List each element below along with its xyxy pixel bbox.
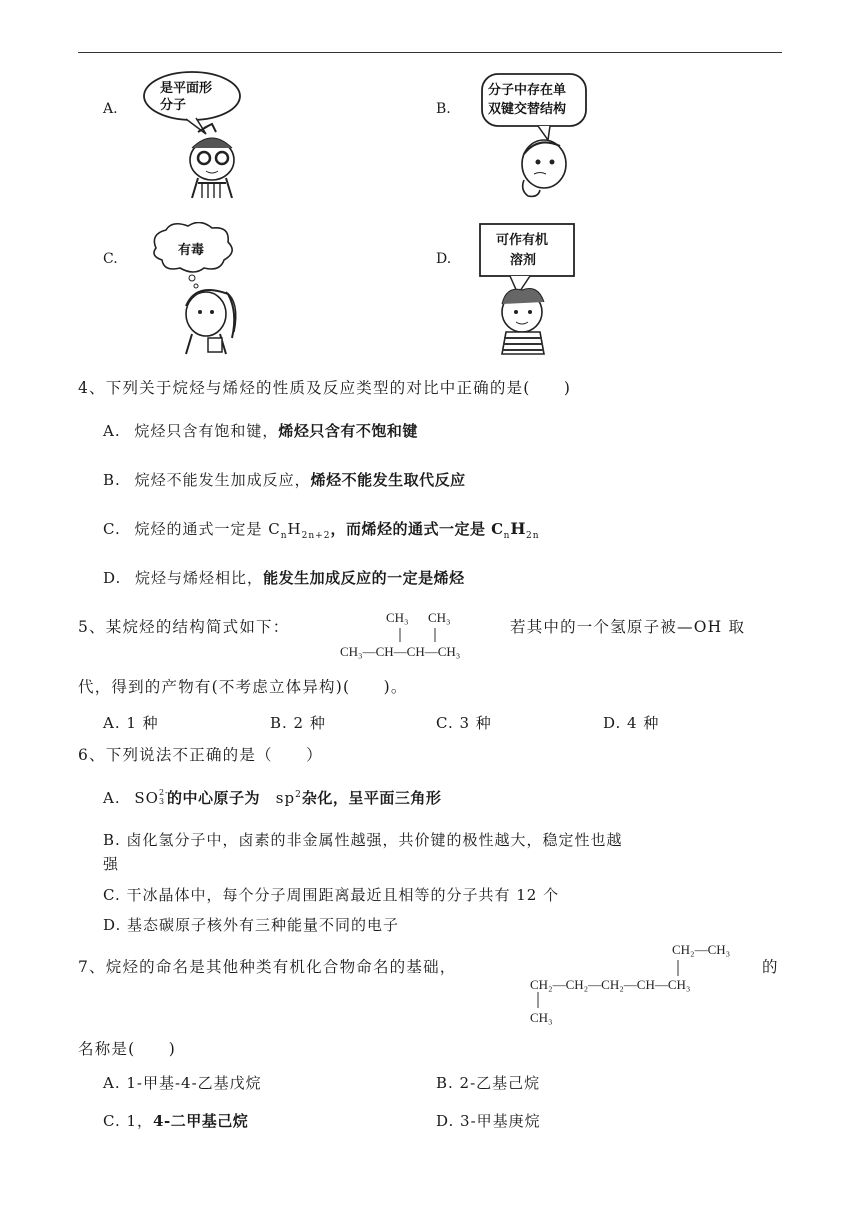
q7-stem: 7、烷烃的命名是其他种类有机化合物命名的基础， — [78, 958, 457, 976]
q4-c-letter: C. — [103, 520, 121, 538]
option-b-letter: B. — [436, 101, 451, 117]
q6-option-c: C. 干冰晶体中，每个分子周围距离最近且相等的分子共有 12 个 — [103, 886, 560, 904]
cartoon-d-text-2: 溶剂 — [510, 253, 537, 268]
option-c-letter: C. — [103, 251, 118, 267]
q4-option-b — [103, 469, 466, 490]
q4-stem: 4、下列关于烷烃与烯烃的性质及反应类型的对比中正确的是( ) — [78, 379, 572, 397]
q4-b-part1: 烷烃不能发生加成反应， — [134, 471, 311, 489]
header-rule — [78, 52, 782, 53]
cartoon-b-text-1: 分子中存在单 — [488, 83, 567, 98]
q4-b-part2: 烯烃不能发生取代反应 — [310, 471, 466, 489]
q7-stem-line2: 名称是( ) — [78, 1040, 176, 1058]
q5-stem-line2: 代，得到的产物有(不考虑立体异构)( )。 — [78, 678, 408, 696]
q6-stem: 6、下列说法不正确的是（ ） — [78, 746, 323, 764]
q6-option-b-line2: 强 — [103, 855, 120, 873]
q7-stem-suffix: 的 — [762, 958, 779, 976]
q4-c-part1: 烷烃的通式一定是 C — [134, 520, 281, 538]
option-a-letter: A. — [103, 101, 118, 117]
q4-d-part1: 烷烃与烯烃相比， — [135, 569, 264, 587]
q6-option-b-line1: B. 卤化氢分子中，卤素的非金属性越强，共价键的极性越大，稳定性也越 — [103, 831, 623, 849]
q6-option-a: A. SO 2- 3 的中心原子为 $sp^2$杂化，呈平面三角形 — [103, 788, 442, 807]
q7-option-a: A. 1-甲基-4-乙基戊烷 — [103, 1074, 262, 1092]
option-d-letter: D. — [436, 251, 452, 267]
q4-a-letter: A. — [103, 422, 121, 440]
q4-a-part2: 烯烃只含有不饱和键 — [278, 422, 418, 440]
q5-formula-main: CH₃—CH—CH—CH₃ — [340, 644, 461, 659]
cartoon-a-text-2: 分子 — [160, 98, 187, 113]
cartoon-c-text-1: 有毒 — [178, 243, 205, 258]
q4-option-d — [103, 567, 465, 588]
cartoon-b-text-2: 双键交替结构 — [488, 102, 567, 117]
q5-formula-bonds — [390, 626, 450, 646]
q6-option-d: D. 基态碳原子核外有三种能量不同的电子 — [103, 916, 400, 934]
cartoon-a-text-1: 是平面形 — [160, 81, 213, 96]
q5-option-c: C. 3 种 — [436, 714, 492, 732]
q5-formula-top-right: CH₃ — [428, 610, 451, 625]
q7-formula-top: CH₂—CH₃ — [672, 942, 731, 957]
q7-option-b: B. 2-乙基己烷 — [436, 1074, 541, 1092]
q7-formula-main: CH₂—CH₂—CH₂—CH—CH₃ — [530, 977, 691, 992]
q5-stem-part2: 若其中的一个氢原子被—OH 取 — [510, 618, 746, 636]
cartoon-a-girl-icon — [136, 68, 256, 198]
q4-d-part2: 能发生加成反应的一定是烯烃 — [263, 569, 465, 587]
cartoon-c-girl-icon — [146, 222, 256, 356]
q7-option-c: C. 1，4-二甲基己烷 — [103, 1112, 249, 1130]
cartoon-d-boy-icon — [478, 220, 588, 356]
q4-d-letter: D. — [103, 569, 122, 587]
q7-option-d: D. 3-甲基庚烷 — [436, 1112, 541, 1130]
q7-formula-bottom: CH₃ — [530, 1010, 553, 1025]
q5-option-b: B. 2 种 — [270, 714, 326, 732]
q5-option-a: A. 1 种 — [103, 714, 159, 732]
cartoon-d-text-1: 可作有机 — [496, 233, 549, 248]
q4-option-a — [103, 420, 418, 441]
q4-c-part2: ，而烯烃的通式一定是 C — [330, 520, 504, 538]
q4-option-c: C. 烷烃的通式一定是 $C_nH_{2n+2}$，而烯烃的通式一定是 $C_nH_{2n}$ — [103, 519, 540, 541]
q5-option-d: D. 4 种 — [603, 714, 660, 732]
cartoon-b-boy-icon — [478, 70, 598, 202]
q5-stem-part1: 5、某烷烃的结构简式如下： — [78, 618, 290, 636]
q5-formula-top-left: CH₃ — [386, 610, 409, 625]
q4-a-part1: 烷烃只含有饱和键， — [134, 422, 279, 440]
q4-b-letter: B. — [103, 471, 121, 489]
